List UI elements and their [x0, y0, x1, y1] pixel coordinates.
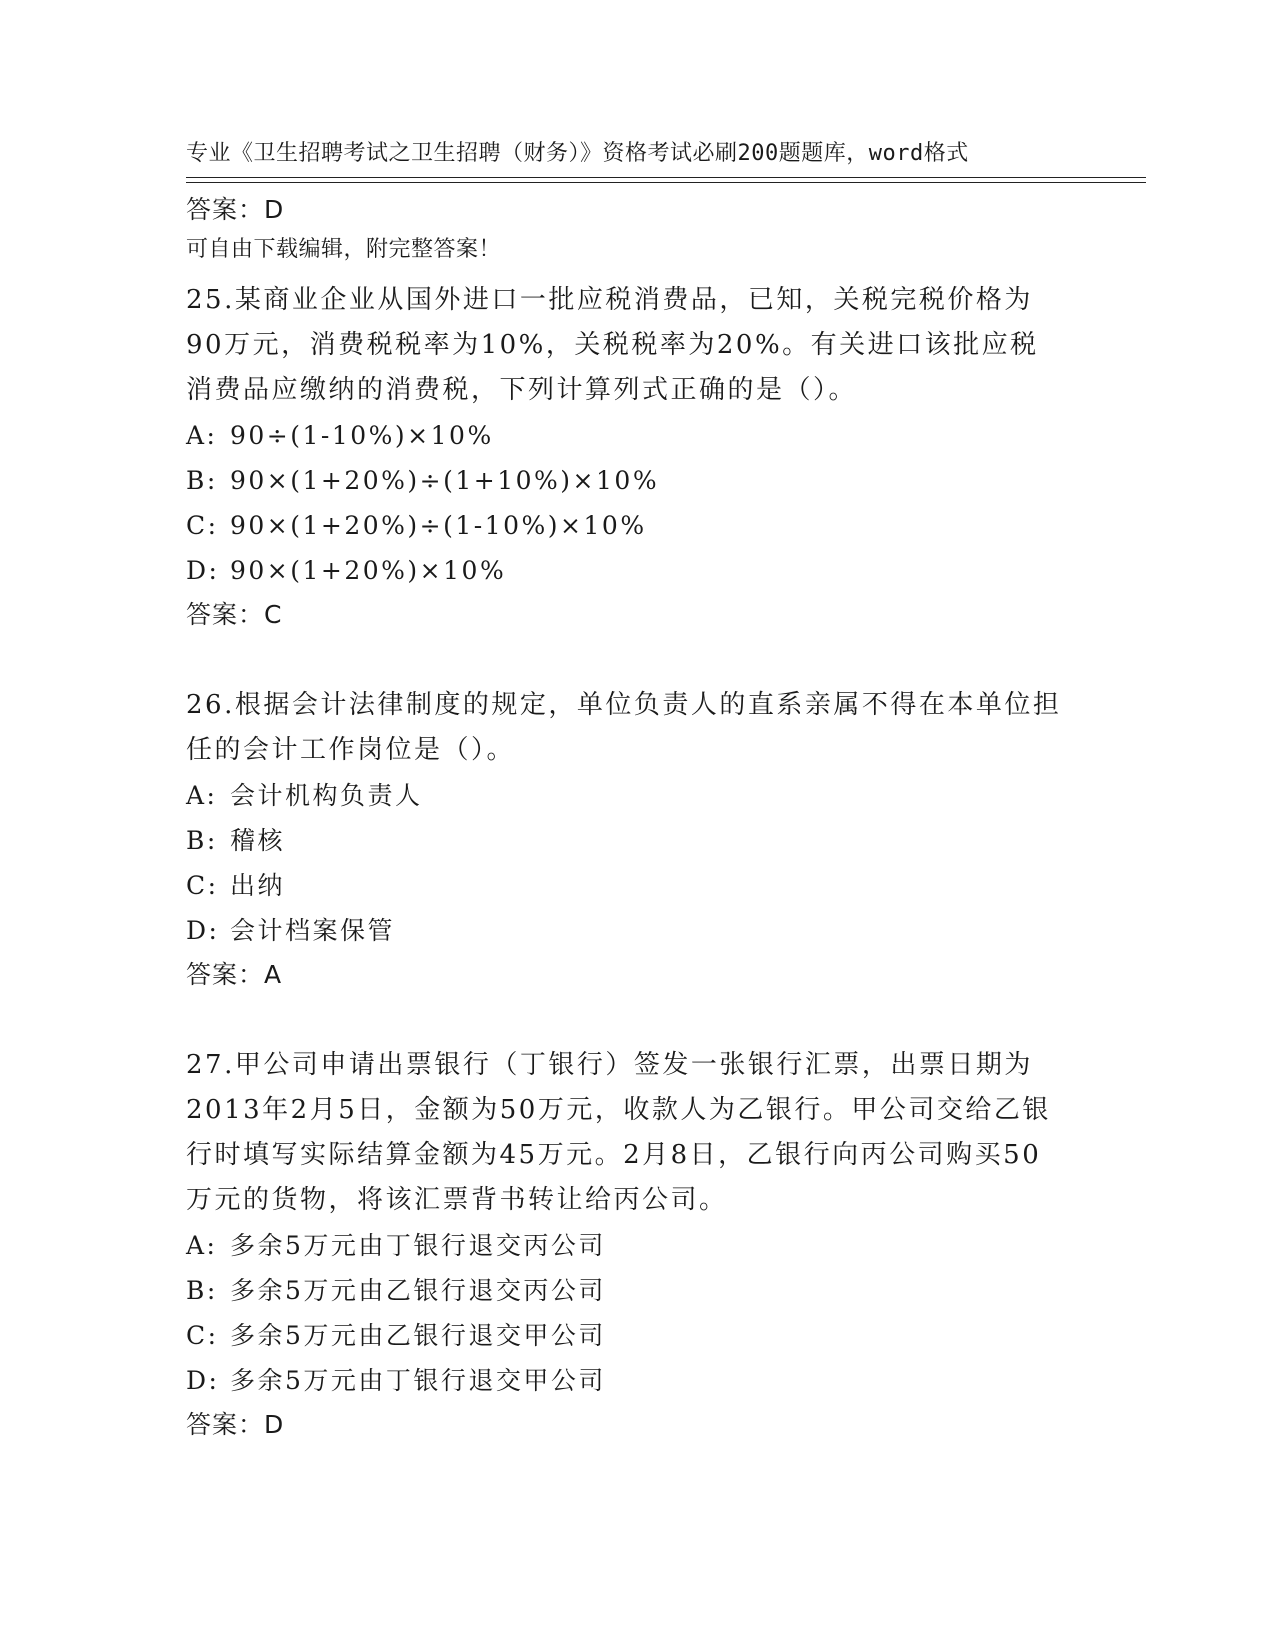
answer-line: 答案：D	[186, 1410, 285, 1439]
option-d: D: 90×(1+20%)×10%	[186, 556, 507, 585]
question-27	[186, 1043, 1066, 1447]
header-line-1: 专业《卫生招聘考试之卫生招聘（财务）》资格考试必刷200题题库，word格式	[186, 141, 969, 166]
previous-answer: 答案：D	[186, 195, 285, 224]
option-a: A: 90÷(1-10%)×10%	[186, 421, 494, 450]
answer-line: 答案：C	[186, 600, 283, 629]
option-b: B: 稽核	[186, 826, 286, 855]
option-a: A: 多余5万元由丁银行退交丙公司	[186, 1231, 606, 1260]
question-list	[186, 188, 1066, 1447]
question-stem: 27.甲公司申请出票银行（丁银行）签发一张银行汇票，出票日期为2013年2月5日，金额为50万元，收款人为乙银行。甲公司交给乙银行时填写实际结算金额为45万元。2月8日，乙银行向丙公司购买50万元的货物，将该汇票背书转让给丙公司。	[186, 1050, 1051, 1215]
question-26	[186, 683, 1066, 997]
option-b: B: 多余5万元由乙银行退交丙公司	[186, 1276, 606, 1305]
header-line-2: 可自由下载编辑，附完整答案！	[186, 237, 502, 262]
option-c: C: 90×(1+20%)÷(1-10%)×10%	[186, 511, 647, 540]
option-d: D: 多余5万元由丁银行退交甲公司	[186, 1366, 606, 1395]
question-25	[186, 278, 1066, 637]
option-d: D: 会计档案保管	[186, 916, 396, 945]
answer-line: 答案：A	[186, 960, 283, 989]
option-c: C: 多余5万元由乙银行退交甲公司	[186, 1321, 606, 1350]
question-stem: 25.某商业企业从国外进口一批应税消费品，已知，关税完税价格为90万元，消费税税率为10%，关税税率为20%。有关进口该批应税消费品应缴纳的消费税，下列计算列式正确的是（）。	[186, 285, 1039, 405]
question-stem: 26.根据会计法律制度的规定，单位负责人的直系亲属不得在本单位担任的会计工作岗位是（）。	[186, 690, 1062, 765]
option-a: A: 会计机构负责人	[186, 781, 423, 810]
option-b: B: 90×(1+20%)÷(1+10%)×10%	[186, 466, 660, 495]
option-c: C: 出纳	[186, 871, 286, 900]
header-divider	[186, 177, 1146, 183]
